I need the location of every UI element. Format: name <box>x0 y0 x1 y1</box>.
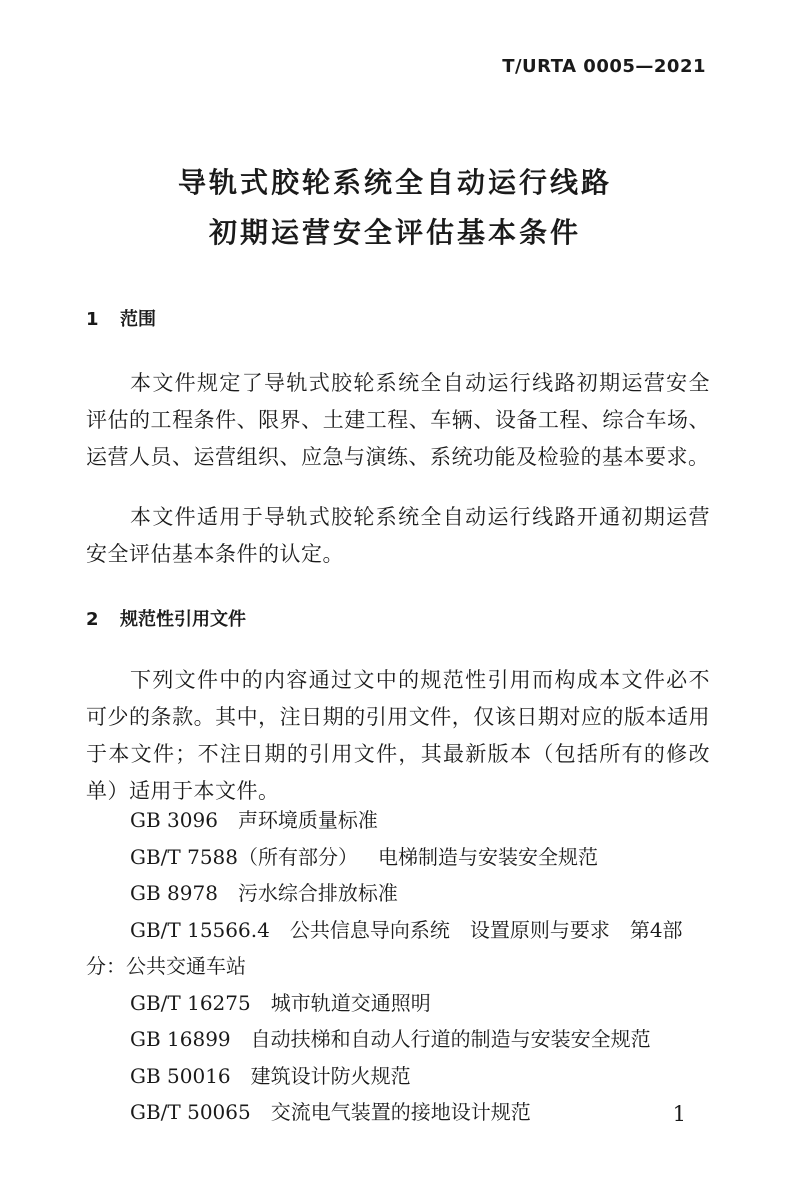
section-2-heading <box>86 605 246 631</box>
reference-item <box>86 802 710 839</box>
reference-code: GB 16899 <box>130 1027 231 1051</box>
title-line-1: 导轨式胶轮系统全自动运行线路 <box>177 166 612 199</box>
reference-item <box>86 1058 710 1095</box>
reference-title: 建筑设计防火规范 <box>250 1063 411 1088</box>
reference-code: GB 8978 <box>130 881 218 905</box>
section-1-heading <box>86 305 156 331</box>
page-number: 1 <box>672 1102 686 1126</box>
reference-code: GB/T 15566.4 <box>130 917 270 942</box>
reference-title: 声环境质量标准 <box>237 808 378 832</box>
reference-item <box>86 985 710 1022</box>
section-2-title: 规范性引用文件 <box>120 609 246 630</box>
reference-title: 自动扶梯和自动人行道的制造与安装安全规范 <box>250 1027 651 1051</box>
reference-item <box>86 1094 710 1131</box>
reference-item <box>86 1021 710 1058</box>
title-line-2: 初期运营安全评估基本条件 <box>208 216 581 249</box>
reference-list <box>86 802 710 1131</box>
section-2-intro: 下列文件中的内容通过文中的规范性引用而构成本文件必不可少的条款。其中，注日期的引用文件，仅该日期对应的版本适用于本文件；不注日期的引用文件，其最新版本（包括所有的修改单）适用于本文件。 <box>86 668 710 803</box>
reference-item <box>86 839 710 876</box>
reference-code: GB 50016 <box>130 1063 231 1088</box>
standard-code: T/URTA 0005—2021 <box>502 56 706 77</box>
section-1-paragraph-2: 本文件适用于导轨式胶轮系统全自动运行线路开通初期运营安全评估基本条件的认定。 <box>86 505 710 566</box>
section-1-title: 范围 <box>120 309 156 330</box>
reference-title: 污水综合排放标准 <box>237 881 398 905</box>
section-2-number: 2 <box>86 609 99 630</box>
section-1-paragraph-1: 本文件规定了导轨式胶轮系统全自动运行线路初期运营安全评估的工程条件、限界、土建工程、车辆、设备工程、综合车场、运营人员、运营组织、应急与演练、系统功能及检验的基本要求。 <box>86 371 710 469</box>
reference-code: GB 3096 <box>130 808 218 832</box>
section-1-number: 1 <box>86 309 99 330</box>
reference-item <box>86 912 710 985</box>
reference-title: 城市轨道交通照明 <box>270 990 431 1015</box>
reference-code: GB/T 7588（所有部分） <box>130 844 359 869</box>
document-title <box>0 158 790 258</box>
reference-title: 交流电气装置的接地设计规范 <box>270 1100 531 1124</box>
reference-code: GB/T 16275 <box>130 990 251 1015</box>
reference-code: GB/T 50065 <box>130 1100 251 1124</box>
reference-title: 电梯制造与安装安全规范 <box>378 844 599 869</box>
reference-title: 公共信息导向系统 设置原则与要求 第4部分：公共交通车站 <box>86 917 683 978</box>
reference-item <box>86 875 710 912</box>
